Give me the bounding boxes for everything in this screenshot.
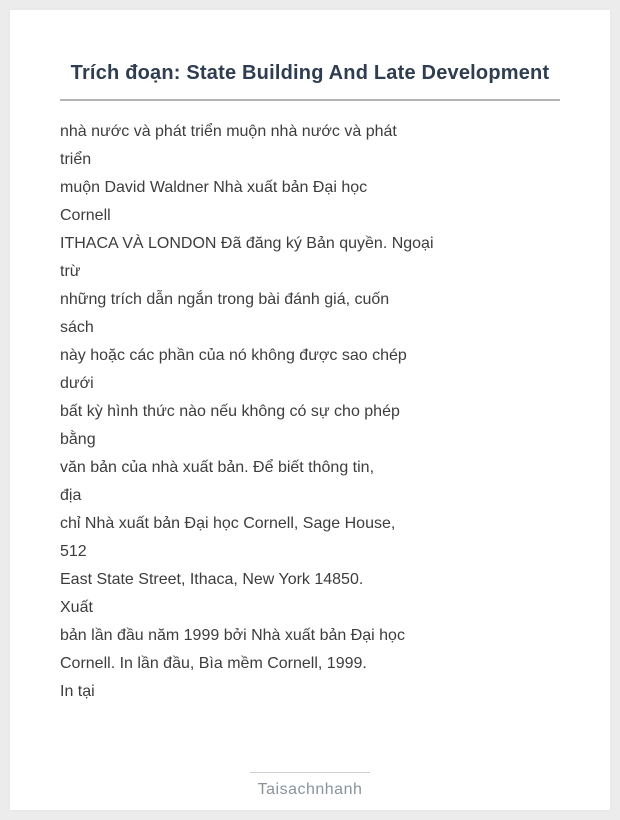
page-title: Trích đoạn: State Building And Late Development — [70, 62, 550, 84]
text-line: triển — [60, 151, 92, 168]
footer-divider — [250, 772, 370, 773]
text-line: bản lần đầu năm 1999 bởi Nhà xuất bản Đại học — [60, 627, 405, 644]
text-line: sách — [60, 319, 94, 336]
text-line: bất kỳ hình thức nào nếu không có sự cho phép — [60, 403, 400, 420]
text-line: bằng — [60, 431, 96, 448]
text-line: Cornell. In lần đầu, Bìa mềm Cornell, 1999. — [60, 655, 367, 672]
text-line: chỉ Nhà xuất bản Đại học Cornell, Sage House, — [60, 515, 396, 532]
text-line: văn bản của nhà xuất bản. Để biết thông tin, — [60, 459, 375, 476]
text-line: muộn David Waldner Nhà xuất bản Đại học — [60, 179, 368, 196]
text-line: Xuất — [60, 599, 93, 616]
text-line: East State Street, Ithaca, New York 14850. — [60, 571, 364, 588]
text-line: 512 — [60, 543, 87, 560]
text-line: trừ — [60, 263, 81, 280]
text-line: ITHACA VÀ LONDON Đã đăng ký Bản quyền. Ngoại — [60, 235, 434, 252]
text-line: dưới — [60, 375, 94, 392]
text-line: Cornell — [60, 207, 111, 224]
text-line: những trích dẫn ngắn trong bài đánh giá, cuốn — [60, 291, 390, 308]
text-line: địa — [60, 487, 82, 504]
document-page — [10, 10, 610, 810]
footer-brand: Taisachnhanh — [257, 781, 363, 798]
text-line: In tại — [60, 683, 95, 700]
text-line: nhà nước và phát triển muộn nhà nước và phát — [60, 123, 397, 140]
article-body — [60, 118, 560, 706]
text-line: này hoặc các phần của nó không được sao chép — [60, 347, 407, 364]
title-divider — [60, 99, 560, 101]
page-footer — [10, 772, 610, 799]
